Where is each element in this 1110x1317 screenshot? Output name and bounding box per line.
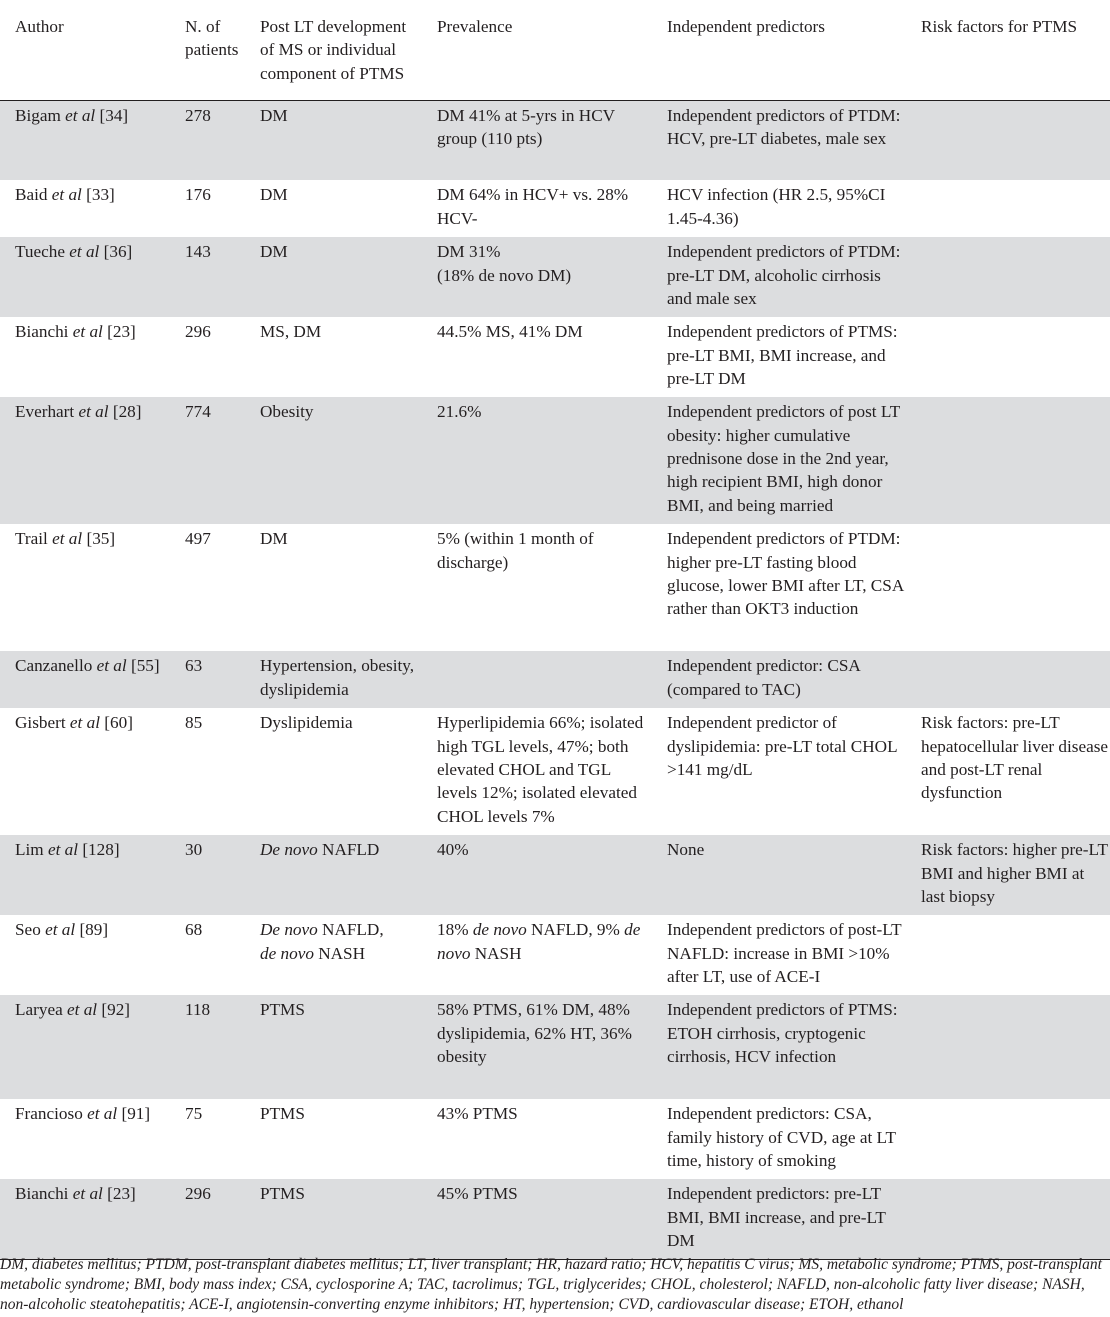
author-reference: [36]	[103, 242, 133, 262]
author-cell	[0, 915, 170, 995]
patients-cell: 75	[185, 1104, 203, 1124]
cell-text: DM	[260, 529, 288, 549]
predictors-cell: None	[652, 835, 906, 915]
patients-cell: 296	[170, 1179, 245, 1259]
author-etal: et al	[72, 1184, 103, 1204]
author-reference: [35]	[86, 529, 116, 549]
predictors-cell: Independent predictor: CSA (compared to TAC)	[652, 651, 906, 708]
author-cell	[0, 995, 170, 1099]
risk-factors-cell	[906, 397, 1110, 524]
author-etal: et al	[51, 185, 82, 205]
table-row	[0, 995, 1110, 1099]
cell-text: PTMS	[260, 1000, 305, 1020]
cell-text: DM 64% in HCV+ vs. 28% HCV-	[437, 185, 629, 228]
author-cell	[0, 180, 170, 237]
predictors-cell: Independent predictors: pre-LT BMI, BMI increase, and pre-LT DM	[652, 1179, 906, 1259]
author-cell	[0, 237, 170, 317]
risk-factors-cell	[906, 651, 1110, 708]
header-patients: N. of patients	[170, 0, 245, 100]
prevalence-cell	[422, 651, 652, 708]
prevalence-cell	[422, 835, 652, 915]
author-etal: et al	[69, 713, 100, 733]
risk-factors-cell	[906, 995, 1110, 1099]
development-cell	[245, 915, 422, 995]
risk-factors-cell	[906, 180, 1110, 237]
author-name: Bianchi	[15, 322, 69, 342]
cell-text: Obesity	[260, 402, 314, 422]
patients-cell: 85	[185, 713, 203, 733]
patients-cell: 497	[185, 529, 211, 549]
table-row	[0, 1179, 1110, 1259]
cell-text: 43% PTMS	[437, 1104, 518, 1124]
cell-text: 44.5% MS, 41% DM	[437, 322, 583, 342]
development-cell	[245, 1099, 422, 1179]
author-cell	[0, 651, 170, 708]
table-header	[0, 0, 1110, 100]
patients-cell: 774	[170, 397, 245, 524]
prevalence-cell	[422, 397, 652, 524]
italic-text: De novo	[260, 840, 318, 860]
author-etal: et al	[69, 242, 100, 262]
cell-text: 5% (within 1 month of discharge)	[437, 529, 594, 572]
patients-cell: 63	[170, 651, 245, 708]
cell-text: DM	[260, 105, 288, 125]
table-row	[0, 317, 1110, 397]
author-reference: [89]	[79, 920, 109, 940]
table-row	[0, 397, 1110, 524]
table-row	[0, 915, 1110, 995]
author-reference: [91]	[121, 1104, 151, 1124]
development-cell	[245, 180, 422, 237]
table-row	[0, 708, 1110, 835]
author-cell	[0, 708, 170, 835]
cell-text: 21.6%	[437, 402, 482, 422]
author-cell	[0, 100, 170, 180]
predictors-cell: Independent predictors of post LT obesity: higher cumulative prednisone dose in the 2nd year, high recipient BMI, high donor BMI, and being married	[652, 397, 906, 524]
prevalence-cell	[422, 317, 652, 397]
risk-factors-cell: Risk factors: higher pre-LT BMI and higher BMI at last biopsy	[906, 835, 1110, 915]
cell-text: Hypertension, obesity, dyslipidemia	[260, 656, 415, 699]
development-cell	[245, 317, 422, 397]
cell-text: NASH	[313, 943, 366, 963]
table-row	[0, 100, 1110, 180]
prevalence-cell	[422, 524, 652, 651]
author-reference: [23]	[107, 322, 136, 342]
author-name: Gisbert	[15, 713, 66, 733]
table-footnote: DM, diabetes mellitus; PTDM, post-transplant diabetes mellitus; LT, liver transplant; HR, hazard ratio; HCV, hepatitis C virus; MS, metabolic syndrome; PTMS, post-transplant metabolic syndrome; BMI, body mass index; CSA, cyclosporine A; TAC, tacrolimus; TGL, triglycerides; CHOL, cholesterol; NAFLD, non-alcoholic fatty liver disease; NASH, non-alcoholic steatohepatitis; ACE-I, angiotensin-converting enzyme inhibitors; HT, hypertension; CVD, cardiovascular disease; ETOH, ethanol	[0, 1256, 1102, 1313]
cell-text: DM	[260, 185, 288, 205]
author-etal: et al	[78, 402, 109, 422]
patients-cell: 68	[185, 920, 203, 940]
author-cell	[0, 524, 170, 651]
table-row	[0, 651, 1110, 708]
header-prevalence: Prevalence	[422, 0, 652, 100]
development-cell	[245, 397, 422, 524]
development-cell	[245, 524, 422, 651]
prevalence-cell	[422, 237, 652, 317]
author-etal: et al	[45, 920, 76, 940]
prevalence-cell	[422, 708, 652, 835]
patients-cell: 30	[170, 835, 245, 915]
risk-factors-cell	[906, 524, 1110, 651]
risk-factors-cell	[906, 1179, 1110, 1259]
cell-text: NASH	[470, 943, 522, 963]
author-cell	[0, 317, 170, 397]
author-etal: et al	[96, 656, 127, 676]
italic-text: de novo	[472, 920, 527, 940]
patients-cell: 296	[185, 322, 211, 342]
cell-text: 40%	[437, 840, 469, 860]
author-name: Canzanello	[15, 656, 93, 676]
author-reference: [60]	[104, 713, 133, 733]
author-name: Lim	[15, 840, 44, 860]
author-name: Tueche	[15, 242, 65, 262]
development-cell	[245, 100, 422, 180]
author-reference: [34]	[99, 105, 129, 125]
patients-cell: 118	[170, 995, 245, 1099]
author-name: Trail	[15, 529, 48, 549]
author-cell	[0, 1099, 170, 1179]
author-reference: [33]	[86, 185, 115, 205]
author-cell	[0, 1179, 170, 1259]
patients-cell: 176	[185, 185, 211, 205]
author-etal: et al	[87, 1104, 118, 1124]
author-reference: [23]	[107, 1184, 136, 1204]
table-row	[0, 835, 1110, 915]
author-reference: [92]	[101, 1000, 131, 1020]
author-reference: [55]	[130, 656, 160, 676]
author-etal: et al	[65, 105, 96, 125]
header-risk-factors: Risk factors for PTMS	[906, 0, 1110, 100]
table-row	[0, 524, 1110, 651]
predictors-cell: Independent predictors of PTDM: pre-LT DM, alcoholic cirrhosis and male sex	[652, 237, 906, 317]
author-cell	[0, 397, 170, 524]
cell-text: 45% PTMS	[437, 1184, 518, 1204]
cell-text: 18%	[437, 920, 473, 940]
cell-text: NAFLD	[317, 840, 380, 860]
author-name: Seo	[15, 920, 41, 940]
cell-text: (18% de novo DM)	[437, 265, 572, 285]
italic-text: de novo	[260, 943, 314, 963]
prevalence-cell	[422, 995, 652, 1099]
author-name: Bianchi	[15, 1184, 69, 1204]
risk-factors-cell	[906, 237, 1110, 317]
author-etal: et al	[47, 840, 79, 860]
header-predictors: Independent predictors	[652, 0, 906, 100]
cell-text: NAFLD, 9%	[526, 920, 625, 940]
cell-text: Dyslipidemia	[260, 713, 353, 733]
prevalence-cell	[422, 180, 652, 237]
risk-factors-cell	[906, 915, 1110, 995]
predictors-cell: Independent predictor of dyslipidemia: pre-LT total CHOL >141 mg/dL	[667, 713, 897, 779]
cell-text: PTMS	[260, 1104, 305, 1124]
author-name: Baid	[15, 185, 48, 205]
prevalence-cell	[422, 915, 652, 995]
risk-factors-cell	[906, 1099, 1110, 1179]
author-cell	[0, 835, 170, 915]
author-etal: et al	[72, 322, 103, 342]
author-reference: [128]	[82, 840, 120, 860]
header-row	[0, 0, 1110, 100]
development-cell	[245, 1179, 422, 1259]
italic-text: de novo	[437, 920, 641, 963]
prevalence-cell	[422, 100, 652, 180]
table-row	[0, 237, 1110, 317]
risk-factors-cell	[906, 100, 1110, 180]
patients-cell: 143	[170, 237, 245, 317]
predictors-cell: Independent predictors of post-LT NAFLD: increase in BMI >10% after LT, use of ACE-I	[667, 920, 902, 986]
cell-text: DM 31%	[437, 242, 501, 262]
development-cell	[245, 995, 422, 1099]
table-row	[0, 1099, 1110, 1179]
cell-text: MS, DM	[260, 322, 322, 342]
cell-text: 58% PTMS, 61% DM, 48% dyslipidemia, 62% HT, 36% obesity	[437, 1000, 632, 1066]
development-cell	[245, 237, 422, 317]
prevalence-cell	[422, 1099, 652, 1179]
risk-factors-cell: Risk factors: pre-LT hepatocellular liver disease and post-LT renal dysfunction	[921, 713, 1109, 803]
patients-cell: 278	[170, 100, 245, 180]
predictors-cell: Independent predictors of PTDM: higher pre-LT fasting blood glucose, lower BMI after LT, CSA rather than OKT3 induction	[667, 529, 904, 619]
predictors-cell: Independent predictors of PTMS: pre-LT BMI, BMI increase, and pre-LT DM	[667, 322, 898, 388]
predictors-cell: Independent predictors: CSA, family history of CVD, age at LT time, history of smoking	[667, 1104, 896, 1170]
author-reference: [28]	[112, 402, 142, 422]
risk-factors-cell	[906, 317, 1110, 397]
development-cell	[245, 835, 422, 915]
predictors-cell: HCV infection (HR 2.5, 95%CI 1.45-4.36)	[667, 185, 886, 228]
author-name: Everhart	[15, 402, 75, 422]
author-name: Francioso	[15, 1104, 83, 1124]
author-name: Laryea	[15, 1000, 63, 1020]
predictors-cell: Independent predictors of PTDM: HCV, pre-LT diabetes, male sex	[652, 100, 906, 180]
italic-text: De novo	[260, 920, 318, 940]
prevalence-cell	[422, 1179, 652, 1259]
predictors-cell: Independent predictors of PTMS: ETOH cirrhosis, cryptogenic cirrhosis, HCV infection	[652, 995, 906, 1099]
development-cell	[245, 708, 422, 835]
development-cell	[245, 651, 422, 708]
table-row	[0, 180, 1110, 237]
author-etal: et al	[52, 529, 83, 549]
cell-text: DM 41% at 5-yrs in HCV group (110 pts)	[437, 105, 615, 149]
author-name: Bigam	[15, 105, 61, 125]
cell-text: DM	[260, 242, 288, 262]
table-body	[0, 100, 1110, 1259]
cell-text: PTMS	[260, 1184, 305, 1204]
header-author: Author	[0, 0, 170, 100]
cell-text: NAFLD,	[317, 920, 384, 940]
header-development: Post LT development of MS or individual component of PTMS	[245, 0, 422, 100]
cell-text: Hyperlipidemia 66%; isolated high TGL levels, 47%; both elevated CHOL and TGL levels 12%; isolated elevated CHOL levels 7%	[437, 713, 644, 826]
author-etal: et al	[67, 1000, 98, 1020]
